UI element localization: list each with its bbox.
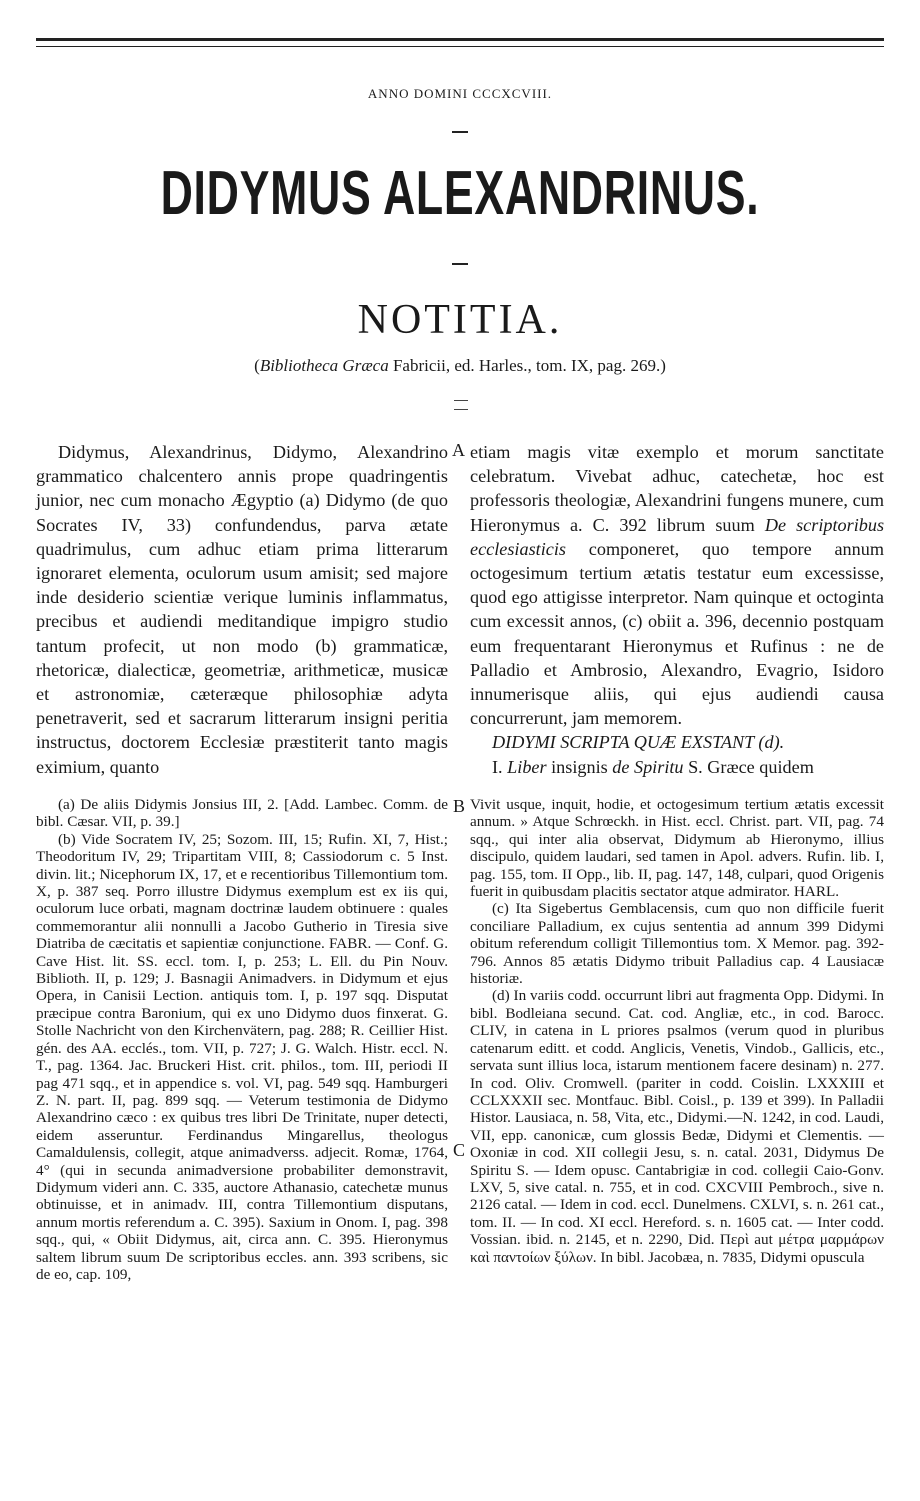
item-italic: Liber (507, 756, 547, 777)
section-heading: DIDYMI SCRIPTA QUÆ EXSTANT (d). (492, 732, 785, 753)
body-paragraph: Didymus, Alexandrinus, Didymo, Alexandrino grammatico chalcentero annis prope quadringentis junior, nec cum monacho Ægyptio (a) Didymo (de quo Socrates IV, 33) confundendus, parva ætate quadrimulus, cum adhuc etiam prima litterarum ignoraret elementa, oculorum usum amisit; sed majore inde desiderio scientiæ verique luminis inflammatus, precibus et audiendi meditandique impigro studio tantum profecit, ut non modo (b) grammaticæ, rhetoricæ, dialecticæ, geometriæ, arithmeticæ, musicæ et astronomiæ, cæteræque philosophiæ adyta penetraverit, sed et sacrarum litterarum insigni peritia instructus, doctorem Ecclesiæ præstiterit tanto magis eximium, quanto (36, 442, 448, 777)
body-column-right (470, 440, 884, 779)
notes-column-left (36, 796, 448, 1283)
body-text-run: etiam magis vitæ exemplo et morum sanctitate celebratum. Vivebat adhuc, catechetæ, hoc est professoris theologiæ, Alexandrini fungens munere, cum Hieronymus a. C. 392 librum suum (470, 442, 884, 535)
item-italic: de Spiritu (612, 756, 684, 777)
page-title: DIDYMUS ALEXANDRINUS. (160, 159, 760, 228)
section-title: NOTITIA. (357, 297, 563, 343)
notes-column-right (470, 796, 884, 1266)
item-number: I. (492, 756, 503, 777)
margin-marker-a: A (452, 440, 465, 460)
running-head: ANNO DOMINI CCCXCVIII. (367, 86, 553, 101)
ornament-divider (454, 400, 468, 410)
title-separator-top (452, 131, 468, 133)
source-rest: Fabricii, ed. Harles., tom. IX, pag. 269.) (388, 356, 666, 375)
top-rule (36, 38, 884, 47)
footnote-d: (d) In variis codd. occurrunt libri aut fragmenta Opp. Didymi. In bibl. Bodleiana secund. Cat. cod. Angliæ, etc., in cod. Barocc. CLIV, in catena in L priores psalmos (verum quod in pluribus catenarum editt. et codd. Anglicis, Venetis, Vindob., Gallicis, etc., servata sunt illius loca, istarum mentionem facere desinam) n. 277. In cod. Oliv. Cromwell. (pariter in codd. Coislin. LXXXIII et CCLXXXII sec. Montfauc. Bibl. Coisl., p. 139 et 399). In Palladii Histor. Lausiaca, n. 58, Vita, etc., Didymi.—N. 1242, in cod. Laudi, VII, epp. canonicæ, cum glossis Bedæ, Didymi et Clementis. — Oxoniæ in cod. XII collegii Jesu, s. n. catal. 2031, Didymus De Spiritu S. — Idem opusc. Cantabrigiæ in cod. collegii Caio-Gonv. LXV, 5, sive catal. n. 755, et in cod. CXCVIII Pembroch., sive n. 2126 catal. — Idem in cod. eccl. Dunelmens. CXLVI, s. n. 261 cat., tom. II. — In cod. XI eccl. Hereford. s. n. 1605 cat. — Inter codd. Vossian. ibid. n. 2145, et n. 2290, Did. Περὶ aut μέτρα μαρμάρων καὶ παντοίων ξύλων. In bibl. Jacobæa, n. 7835, Didymi opuscula (470, 987, 884, 1266)
title-separator-bottom (452, 263, 468, 265)
body-column-left (36, 440, 448, 779)
margin-marker-b: B (453, 796, 466, 816)
margin-marker-c: C (453, 1140, 466, 1160)
body-paragraph-continued (470, 440, 884, 730)
item-text: S. Græce quidem (683, 756, 814, 777)
footnote-b-continued: Vivit usque, inquit, hodie, et octogesimum tertium ætatis excessit annum. » Atque Schrœckh. in Hist. eccl. Christ. part. VII, pag. 74 sqq., qui inter alia observat, Didymum ab Hieronymo, illius discipulo, quidem laudari, sed tamen in Apol. advers. Rufin. lib. I, pag. 155, tom. II Opp., lib. II, pag. 147, 148, culpari, quod Origenis fuerit in quibusdam placitis sectator atque admirator. HARL. (470, 796, 884, 901)
footnote-a: (a) De aliis Didymis Jonsius III, 2. [Add. Lambec. Comm. de bibl. Cæsar. VII, p. 39.] (36, 796, 448, 831)
footnote-b: (b) Vide Socratem IV, 25; Sozom. III, 15; Rufin. XI, 7, Hist.; Theodoritum IV, 29; Tripartitam VIII, 8; Cassiodorum c. 5 Inst. divin. lit.; Nicephorum IX, 17, et e recentioribus Tillemontium tom. X, p. 387 seq. Porro illustre Didymus exemplum est ex iis qui, oculorum luce orbati, magnam doctrinæ laudem obtinuere : quales commemorantur alii nonnulli a Jacobo Gutherio in Tiresia sive Diatriba de cæcitatis et sapientiæ conjunctione. FABR. — Conf. G. Cave Hist. lit. SS. eccl. tom. I, p. 253; L. Ell. du Pin Nouv. Biblioth. II, p. 129; J. Basnagii Animadvers. in Didymum et ejus Opera, in Canisii Lection. antiquis tom. I, p. 197 sqq. Disputat præcipue contra Baronium, qui ex uno Didymo duos finxerat. G. Stolle Nachricht von den Kirchenvätern, pag. 288; R. Ceillier Hist. gén. des AA. ecclés., tom. VII, p. 727; J. G. Walch. Histr. eccl. N. T., pag. 1364. Jac. Bruckeri Hist. crit. philos., tom. III, periodi II pag 471 sqq., et in appendice s. vol. VI, pag. 549 sqq. Hamburgeri Z. N. part. II, pag. 899 sqq. — Veterum testimonia de Didymo Alexandrino cæco : ex quibus tres libri De Trinitate, nuper detecti, eidem asseruntur. Ferdinandus Mingarellus, theologus Camaldulensis, collegit, atque animadverss. adjecit. Romæ, 1764, 4° (qui in secunda animadversione probabiliter demonstravit, Didymum videri ann. C. 335, auctore Athanasio, catechetæ munus obtinuisse, et in animadv. III, contra Tillemontium disputans, annum mortis referendum a. C. 395). Saxium in Onom. I, pag. 398 sqq., qui, « Obiit Didymus, ait, circa ann. C. 395. Hieronymus saltem librum suum De scriptoribus eccles. ann. 393 scribens, sic de eo, cap. 109, (36, 830, 448, 1283)
body-text-run: componeret, quo tempore annum octogesimum tertium ætatis testatur eum excessisse, quod ego attigisse interpretor. Nam quinque et octoginta cum excessit annos, (c) obiit a. 396, decennio postquam eum frequentarant Hieronymus et Rufinus : ne de Palladio et Ambrosio, Alexandro, Evagrio, Isidoro innumerisque aliis, qui ejus audiendi causa concurrerunt, jam memorem. (470, 538, 884, 729)
footnote-c: (c) Ita Sigebertus Gemblacensis, cum quo non difficile fuerit conciliare Palladium, ex cujus sententia ad annum 399 Didymi obitum referendum colligit Tillemontius tom. X Memor. pag. 392-796. Annos 85 ætatis Didymo tribuit Palladius cap. 4 Lausiacæ historiæ. (470, 900, 884, 988)
source-citation (0, 356, 920, 376)
source-open: ( (254, 356, 260, 375)
body-text-italic: De scriptoribus ecclesiasticis (470, 514, 885, 559)
source-italic: Bibliotheca Græca (259, 356, 389, 375)
item-text: insignis (546, 756, 613, 777)
list-item (470, 755, 884, 779)
